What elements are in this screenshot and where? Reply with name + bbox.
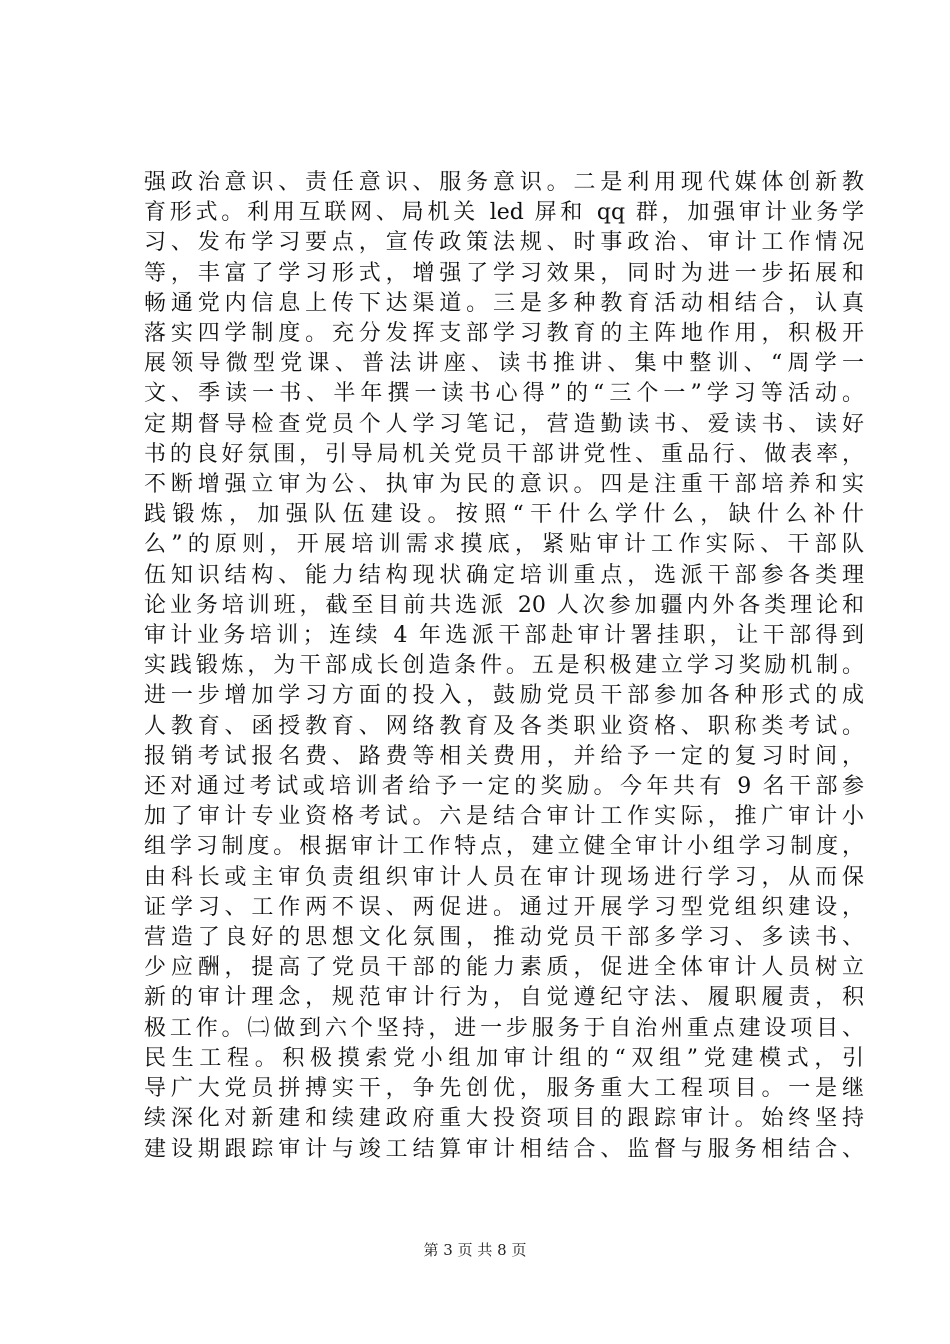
text-line: 少应酬，提高了党员干部的能力素质，促进全体审计人员树立	[144, 955, 864, 981]
text-line: 论业务培训班，截至目前共选派 20 人次参加疆内外各类理论和	[144, 592, 864, 618]
text-line: 等，丰富了学习形式，增强了学习效果，同时为进一步拓展和	[144, 260, 864, 286]
text-line: 育形式。利用互联网、局机关 led 屏和 qq 群，加强审计业务学	[144, 200, 864, 226]
text-line: 不断增强立审为公、执审为民的意识。四是注重干部培养和实	[144, 472, 864, 498]
text-line: 定期督导检查党员个人学习笔记，营造勤读书、爱读书、读好	[144, 411, 864, 437]
text-line: 建设期跟踪审计与竣工结算审计相结合、监督与服务相结合、	[144, 1136, 864, 1162]
text-line: 由科长或主审负责组织审计人员在审计现场进行学习，从而保	[144, 864, 864, 890]
text-line: 人教育、函授教育、网络教育及各类职业资格、职称类考试。	[144, 713, 864, 739]
text-line: 进一步增加学习方面的投入，鼓励党员干部参加各种形式的成	[144, 683, 864, 709]
text-line: 畅通党内信息上传下达渠道。三是多种教育活动相结合，认真	[144, 290, 864, 316]
text-line: 伍知识结构、能力结构现状确定培训重点，选派干部参各类理	[144, 562, 864, 588]
text-line: 展领导微型党课、普法讲座、读书推讲、集中整训、“周学一	[144, 351, 864, 377]
text-line: 落实四学制度。充分发挥支部学习教育的主阵地作用，积极开	[144, 321, 864, 347]
page-number-footer: 第 3 页 共 8 页	[423, 1241, 527, 1259]
text-line: 还对通过考试或培训者给予一定的奖励。今年共有 9 名干部参	[144, 774, 864, 800]
text-line: 导广大党员拼搏实干，争先创优，服务重大工程项目。一是继	[144, 1076, 864, 1102]
text-line: 书的良好氛围，引导局机关党员干部讲党性、重品行、做表率，	[144, 441, 864, 467]
text-line: 极工作。㈡做到六个坚持，进一步服务于自治州重点建设项目、	[144, 1015, 864, 1041]
text-line: 强政治意识、责任意识、服务意识。二是利用现代媒体创新教	[144, 170, 864, 195]
text-line: 文、季读一书、半年撰一读书心得”的“三个一”学习等活动。	[144, 381, 864, 407]
body-paragraph	[144, 168, 864, 1165]
text-line: 组学习制度。根据审计工作特点，建立健全审计小组学习制度，	[144, 834, 864, 860]
text-line: 证学习、工作两不误、两促进。通过开展学习型党组织建设，	[144, 894, 864, 920]
text-line: 习、发布学习要点，宣传政策法规、时事政治、审计工作情况	[144, 230, 864, 256]
text-line: 实践锻炼，为干部成长创造条件。五是积极建立学习奖励机制。	[144, 653, 864, 679]
text-line: 营造了良好的思想文化氛围，推动党员干部多学习、多读书、	[144, 925, 864, 951]
text-line: 践锻炼，加强队伍建设。按照“干什么学什么，缺什么补什	[144, 502, 864, 528]
text-line: 加了审计专业资格考试。六是结合审计工作实际，推广审计小	[144, 804, 864, 830]
text-line: 审计业务培训；连续 4 年选派干部赴审计署挂职，让干部得到	[144, 623, 864, 649]
text-line: 么”的原则，开展培训需求摸底，紧贴审计工作实际、干部队	[144, 532, 864, 558]
text-line: 民生工程。积极摸索党小组加审计组的“双组”党建模式，引	[144, 1045, 864, 1071]
text-line: 新的审计理念，规范审计行为，自觉遵纪守法、履职履责，积	[144, 985, 864, 1011]
text-line: 报销考试报名费、路费等相关费用，并给予一定的复习时间，	[144, 743, 864, 769]
text-line: 续深化对新建和续建政府重大投资项目的跟踪审计。始终坚持	[144, 1106, 864, 1132]
